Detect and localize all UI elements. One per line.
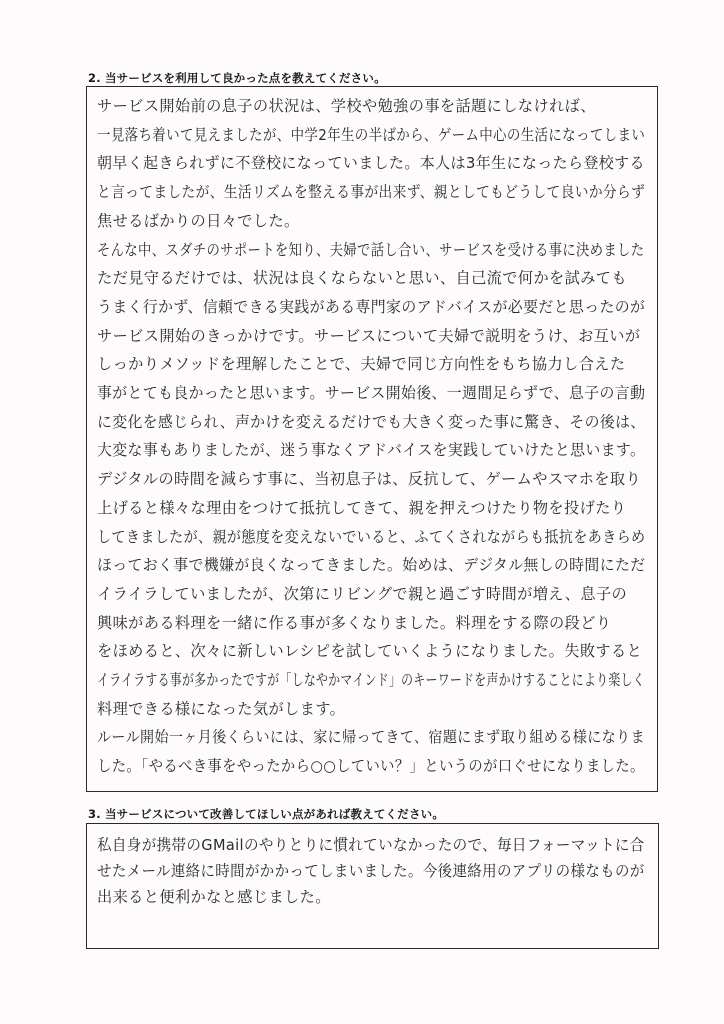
handwritten-line: 一見落ち着いて見えましたが、中学2年生の半ばから、ゲーム中心の生活になってしまい — [97, 125, 646, 144]
handwritten-line: しっかりメソッドを理解したことで、夫婦で同じ方向性をもち協力し合えた — [97, 355, 626, 374]
handwritten-line: ルール開始一ヶ月後くらいには、家に帰ってきて、宿題にまず取り組める様になりま — [97, 728, 645, 747]
handwritten-line: そんな中、スダチのサポートを知り、夫婦で話し合い、サービスを受ける事に決めました — [97, 240, 645, 259]
handwritten-line: イライラしていましたが、次第にリビングで親と過ごす時間が増え、息子の — [97, 584, 628, 603]
handwritten-line: 焦せるばかりの日々でした。 — [97, 211, 300, 230]
handwritten-line: した。「やるべき事をやったから○○していい？」というのが口ぐせになりました。 — [97, 757, 645, 776]
section-3-heading: 3. 当サービスについて改善してほしい点があれば教えてください。 — [88, 807, 445, 821]
handwritten-line: 私自身が携帯のGMailのやりとりに慣れていなかったので、毎日フォーマットに合 — [97, 836, 645, 854]
handwritten-line: 興味がある料理を一緒に作る事が多くなりました。料理をする際の段どり — [97, 613, 612, 632]
handwritten-line: デジタルの時間を減らす事に、当初息子は、反抗して、ゲームやスマホを取り — [97, 470, 642, 489]
handwritten-line: せたメール連絡に時間がかかってしまいました。今後連絡用のアプリの様なものが — [97, 862, 645, 880]
handwritten-line: をほめると、次々に新しいレシピを試していくようになりました。失敗すると — [97, 642, 643, 661]
section-2-answer-box — [86, 86, 658, 792]
handwritten-line: してきましたが、親が態度を変えないでいると、ふてくされながらも抵抗をあきらめ — [97, 527, 646, 546]
handwritten-line: 大変な事もありましたが、迷う事なくアドバイスを実践していけたと思います。 — [97, 441, 646, 460]
handwritten-line: 事がとても良かったと思います。サービス開始後、一週間足らずで、息子の言動 — [97, 384, 646, 402]
handwritten-line: うまく行かず、信頼できる実践がある専門家のアドバイスが必要だと思ったのが — [97, 297, 646, 316]
handwritten-line: 出来ると便利かなと感じました。 — [97, 888, 331, 906]
section-2-heading: 2. 当サービスを利用して良かった点を教えてください。 — [88, 71, 386, 85]
handwritten-line: と言ってましたが、生活リズムを整える事が出来ず、親としてもどうして良いか分らず — [97, 183, 646, 202]
handwritten-line: 上げると様々な理由をつけて抵抗してきて、親を押えつけたり物を投げたり — [97, 498, 627, 517]
section-3-answer-box — [86, 823, 659, 949]
handwritten-line: 料理できる様になった気がします。 — [97, 699, 346, 718]
handwritten-line: に変化を感じられ、声かけを変えるだけでも大きく変った事に驚き、その後は、 — [97, 412, 646, 431]
handwritten-line: ただ見守るだけでは、状況は良くならないと思い、自己流で何かを試みても — [97, 269, 627, 288]
handwritten-line: サービス開始のきっかけです。サービスについて夫婦で説明をうけ、お互いが — [97, 326, 641, 345]
handwritten-line: イライラする事が多かったですが「しなやかマインド」のキーワードを声かけすることにより楽しく — [97, 671, 645, 689]
handwritten-line: 朝早く起きられずに不登校になっていました。本人は3年生になったら登校する — [97, 154, 645, 173]
handwritten-line: ほっておく事で機嫌が良くなってきました。始めは、デジタル無しの時間にただ — [97, 556, 646, 575]
handwritten-line: サービス開始前の息子の状況は、学校や勉強の事を話題にしなければ、 — [97, 97, 596, 115]
